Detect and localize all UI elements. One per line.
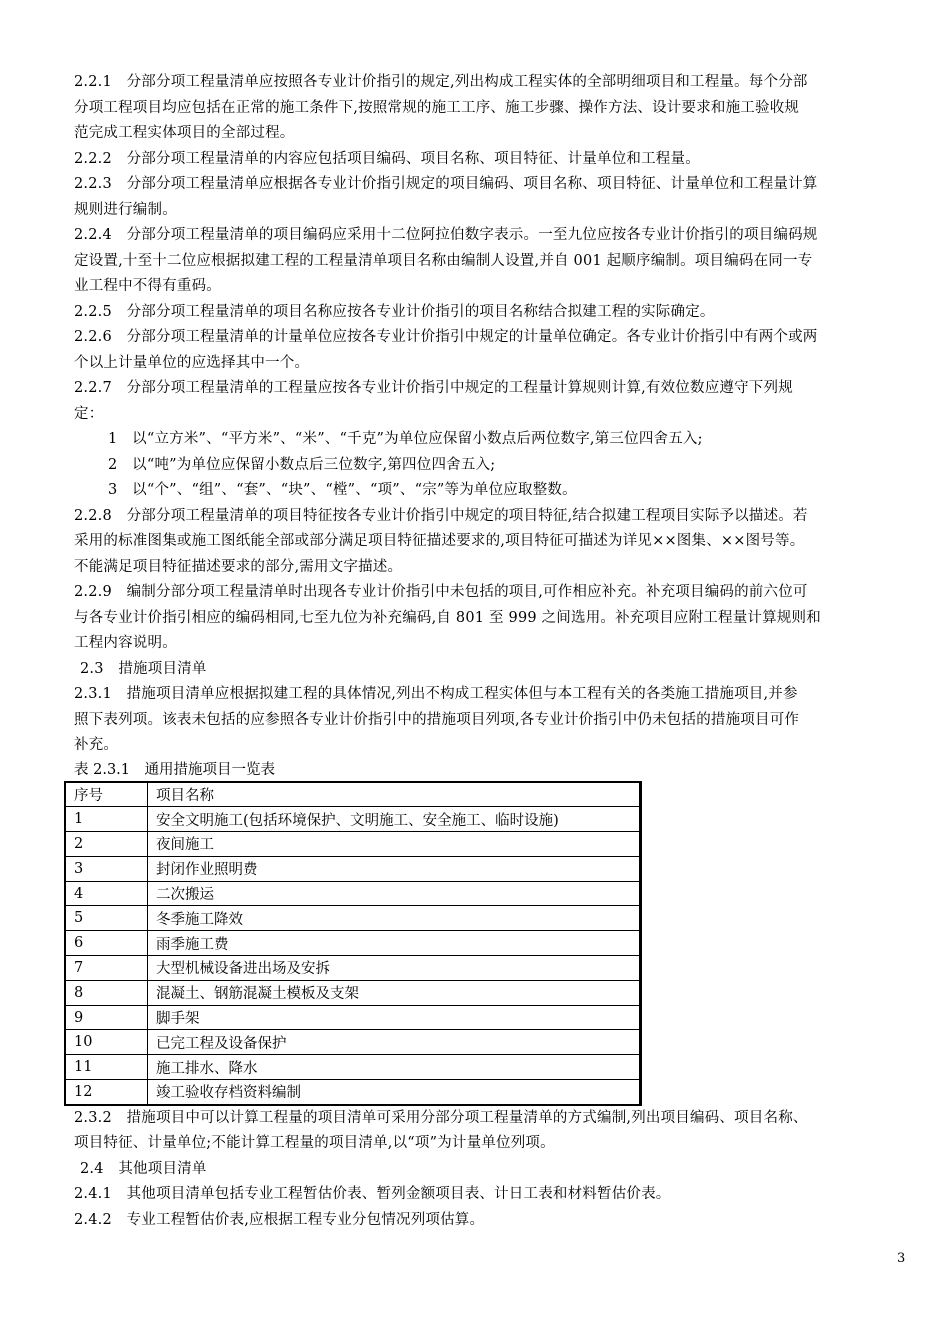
text-line: 定设置,十至十二位应根据拟建工程的工程量清单项目名称由编制人设置,并自 001 起顺序编制。项目编码在同一专 <box>74 252 813 269</box>
text-line: 2.2.9 编制分部分项工程量清单时出现各专业计价指引中未包括的项目,可作相应补充。补充项目编码的前六位可 <box>74 584 808 600</box>
text-line: 项目特征、计量单位;不能计算工程量的项目清单,以“项”为计量单位列项。 <box>74 1135 555 1152</box>
cell-name: 冬季施工降效 <box>148 906 641 931</box>
clause-2-4-2 <box>74 1208 910 1234</box>
cell-name: 脚手架 <box>148 1005 641 1030</box>
clause-2-2-2 <box>74 147 910 173</box>
cell-no: 2 <box>65 832 148 857</box>
section-heading: 2.3 措施项目清单 <box>80 660 207 677</box>
table-row <box>65 906 641 931</box>
table-row <box>65 1030 641 1055</box>
table-row <box>65 881 641 906</box>
header-cell-name: 项目名称 <box>148 782 641 807</box>
text-line: 2.2.1 分部分项工程量清单应按照各专业计价指引的规定,列出构成工程实体的全部明细项目和工程量。每个分部 <box>74 74 808 90</box>
table-row <box>65 832 641 857</box>
text-line: 补充。 <box>74 737 119 753</box>
list-item: 2 以“吨”为单位应保留小数点后三位数字,第四位四舍五入; <box>108 456 496 473</box>
cell-name: 夜间施工 <box>148 832 641 857</box>
table-row <box>65 1055 641 1080</box>
text-line: 2.2.8 分部分项工程量清单的项目特征按各专业计价指引中规定的项目特征,结合拟建工程项目实际予以描述。若 <box>74 507 808 524</box>
section-2-3 <box>74 657 910 683</box>
list-item: 3 以“个”、“组”、“套”、“块”、“樘”、“项”、“宗”等为单位应取整数。 <box>108 482 577 498</box>
table-row <box>65 1005 641 1030</box>
cell-no: 5 <box>65 906 148 931</box>
text-line: 不能满足项目特征描述要求的部分,需用文字描述。 <box>74 558 403 575</box>
text-line: 2.2.4 分部分项工程量清单的项目编码应采用十二位阿拉伯数字表示。一至九位应按各专业计价指引的项目编码规 <box>74 227 818 243</box>
cell-name: 封闭作业照明费 <box>148 856 641 881</box>
cell-no: 1 <box>65 807 148 832</box>
section-2-4 <box>74 1157 910 1183</box>
cell-no: 9 <box>65 1005 148 1030</box>
table-header-row <box>65 782 641 807</box>
cell-name: 雨季施工费 <box>148 931 641 956</box>
page-number: 3 <box>897 1251 906 1266</box>
table-row <box>65 807 641 832</box>
text-line: 2.3.2 措施项目中可以计算工程量的项目清单可采用分部分项工程量清单的方式编制,列出项目编码、项目名称、 <box>74 1109 808 1126</box>
table-row <box>65 956 641 981</box>
clause-2-3-1 <box>74 682 910 759</box>
list-item: 1 以“立方米”、“平方米”、“米”、“千克”为单位应保留小数点后两位数字,第三位四舍五入; <box>108 431 703 447</box>
clause-2-4-1 <box>74 1182 910 1208</box>
table-row <box>65 1080 641 1105</box>
cell-no: 7 <box>65 956 148 981</box>
clause-2-2-6 <box>74 325 910 376</box>
section-heading: 2.4 其他项目清单 <box>80 1160 207 1177</box>
text-line: 范完成工程实体项目的全部过程。 <box>74 125 295 141</box>
table-row <box>65 856 641 881</box>
text-line: 个以上计量单位的应选择其中一个。 <box>74 354 310 371</box>
clause-2-3-2 <box>74 1106 910 1157</box>
cell-name: 安全文明施工(包括环境保护、文明施工、安全施工、临时设施) <box>148 807 641 832</box>
cell-no: 8 <box>65 980 148 1005</box>
cell-no: 11 <box>65 1055 148 1080</box>
cell-name: 竣工验收存档资料编制 <box>148 1080 641 1105</box>
text-line: 2.3.1 措施项目清单应根据拟建工程的具体情况,列出不构成工程实体但与本工程有关的各类施工措施项目,并参 <box>74 686 798 702</box>
text-line: 2.4.1 其他项目清单包括专业工程暂估价表、暂列金额项目表、计日工表和材料暂估价表。 <box>74 1186 671 1203</box>
cell-no: 3 <box>65 856 148 881</box>
clause-2-2-5 <box>74 300 910 326</box>
clause-2-2-8 <box>74 504 910 581</box>
text-line: 2.2.5 分部分项工程量清单的项目名称应按各专业计价指引的项目名称结合拟建工程的实际确定。 <box>74 303 715 320</box>
text-line: 2.2.2 分部分项工程量清单的内容应包括项目编码、项目名称、项目特征、计量单位和工程量。 <box>74 150 700 167</box>
cell-no: 4 <box>65 881 148 906</box>
cell-name: 大型机械设备进出场及安拆 <box>148 956 641 981</box>
text-line: 与各专业计价指引相应的编码相同,七至九位为补充编码,自 801 至 999 之间选用。补充项目应附工程量计算规则和 <box>74 609 821 626</box>
text-line: 2.2.7 分部分项工程量清单的工程量应按各专业计价指引中规定的工程量计算规则计算,有效位数应遵守下列规 <box>74 380 793 396</box>
clause-2-2-3 <box>74 172 910 223</box>
cell-no: 6 <box>65 931 148 956</box>
table-caption: 表 2.3.1 通用措施项目一览表 <box>74 761 276 778</box>
text-line: 2.2.6 分部分项工程量清单的计量单位应按各专业计价指引中规定的计量单位确定。各专业计价指引中有两个或两 <box>74 329 818 345</box>
cell-name: 施工排水、降水 <box>148 1055 641 1080</box>
document-page <box>74 70 910 1233</box>
clause-2-2-1 <box>74 70 910 147</box>
clause-2-2-9 <box>74 580 910 657</box>
text-line: 定： <box>74 405 104 422</box>
cell-name: 混凝土、钢筋混凝土模板及支架 <box>148 980 641 1005</box>
header-cell-no: 序号 <box>65 782 148 807</box>
text-line: 照下表列项。该表未包括的应参照各专业计价指引中的措施项目列项,各专业计价指引中仍未包括的措施项目可作 <box>74 711 800 728</box>
table-row <box>65 980 641 1005</box>
clause-2-2-7 <box>74 376 910 504</box>
text-line: 工程内容说明。 <box>74 635 177 651</box>
cell-name: 已完工程及设备保护 <box>148 1030 641 1055</box>
cell-no: 12 <box>65 1080 148 1105</box>
cell-no: 10 <box>65 1030 148 1055</box>
cell-name: 二次搬运 <box>148 881 641 906</box>
clause-2-2-4 <box>74 223 910 300</box>
text-line: 规则进行编制。 <box>74 201 177 218</box>
measures-table <box>64 781 642 1106</box>
text-line: 采用的标准图集或施工图纸能全部或部分满足项目特征描述要求的,项目特征可描述为详见××图集、××图号等。 <box>74 533 805 549</box>
text-line: 2.4.2 专业工程暂估价表,应根据工程专业分包情况列项估算。 <box>74 1211 485 1228</box>
text-line: 业工程中不得有重码。 <box>74 278 221 294</box>
text-line: 分项工程项目均应包括在正常的施工条件下,按照常规的施工工序、施工步骤、操作方法、设计要求和施工验收规 <box>74 99 800 116</box>
table-row <box>65 931 641 956</box>
text-line: 2.2.3 分部分项工程量清单应根据各专业计价指引规定的项目编码、项目名称、项目特征、计量单位和工程量计算 <box>74 176 818 192</box>
